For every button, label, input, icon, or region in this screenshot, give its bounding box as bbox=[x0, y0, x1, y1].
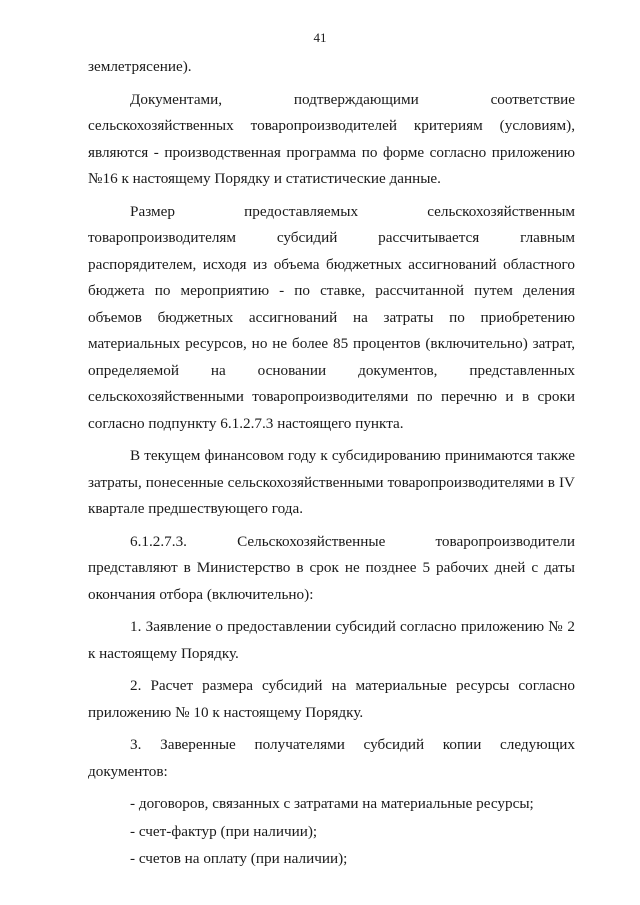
paragraph-6-1-2-7-3: 6.1.2.7.3. Сельскохозяйственные товаропроизводители представляют в Министерство в срок не позднее 5 рабочих дней с даты окончания отбора (включительно): bbox=[88, 532, 575, 603]
list-item-calculation: 2. Расчет размера субсидий на материальные ресурсы согласно приложению № 10 к настоящему Порядку. bbox=[88, 677, 575, 721]
list-item-application: 1. Заявление о предоставлении субсидий согласно приложению № 2 к настоящему Порядку. bbox=[88, 618, 575, 662]
paragraph-continuation: землетрясение). bbox=[88, 58, 192, 75]
list-item-certified-copies: 3. Заверенные получателями субсидий копии следующих документов: bbox=[88, 736, 575, 780]
sub-item-payment-bills: - счетов на оплату (при наличии); bbox=[130, 850, 348, 867]
sub-item-invoices: - счет-фактур (при наличии); bbox=[130, 822, 318, 840]
paragraph-previous-year-costs: В текущем финансовом году к субсидированию принимаются также затраты, понесенные сельскохозяйственными товаропроизводителями в IV квартале предшествующего года. bbox=[88, 447, 575, 517]
paragraph-subsidy-size: Размер предоставляемых сельскохозяйственным товаропроизводителям субсидий рассчитывается главным распорядителем, исходя из объема бюджетных ассигнований областного бюджета по мероприятию - по ставке, рассчитанной путем деления объемов бюджетных ассигнований на затраты по приобретению материальных ресурсов, но не более 85 процентов (включительно) затрат, определяемой на основании документов, представленных сельскохозяйственными товаропроизводителями по перечню и в сроки согласно подпункту 6.1.2.7.3 настоящего пункта. bbox=[88, 202, 575, 432]
document-body bbox=[88, 54, 575, 874]
paragraph-documents: Документами, подтверждающими соответствие сельскохозяйственных товаропроизводителей критериям (условиям), являются - производственная программа по форме согласно приложению №16 к настоящему Порядку и статистические данные. bbox=[88, 90, 575, 187]
page-number: 41 bbox=[313, 30, 327, 45]
sub-item-contracts: - договоров, связанных с затратами на материальные ресурсы; bbox=[130, 795, 534, 812]
